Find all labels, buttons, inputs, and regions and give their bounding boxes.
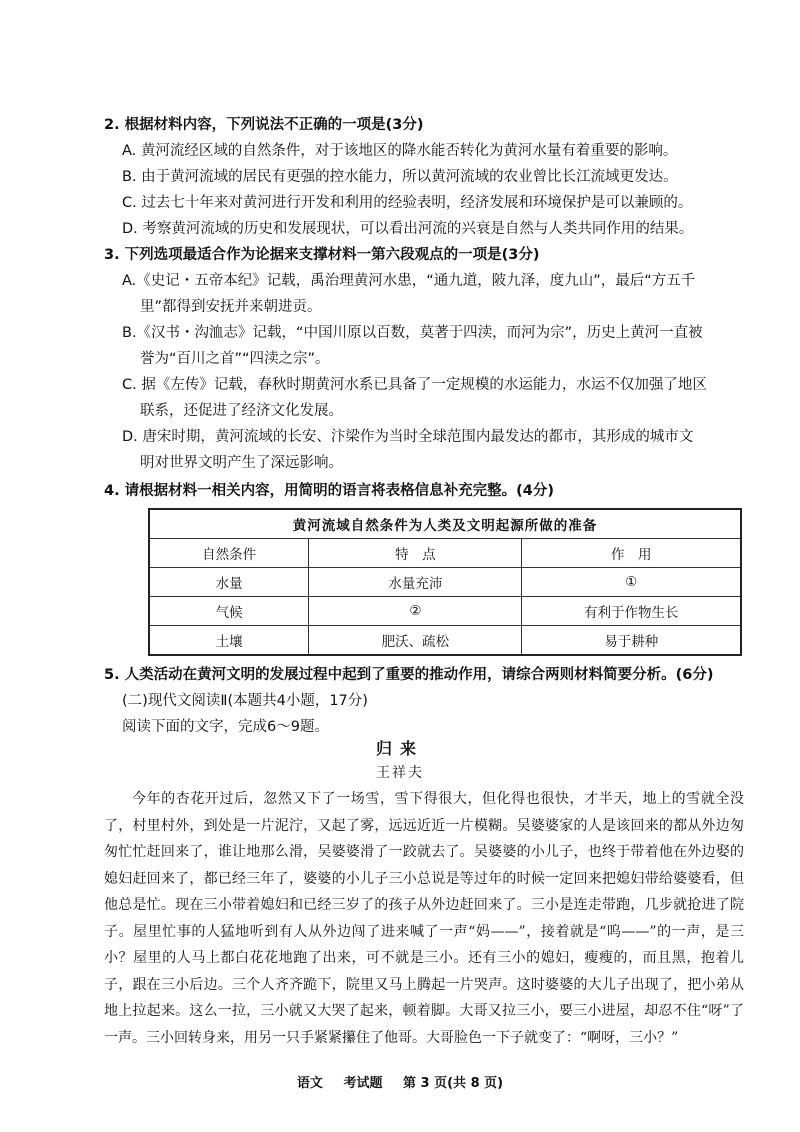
question-3-option-d-line2: 明对世界文明产生了深远影响。 xyxy=(140,455,343,471)
question-3-option-b-line1: B.《汉书・沟洫志》记载，“中国川原以百数，莫著于四渎，而河为宗”，历史上黄河一直被 xyxy=(122,325,703,341)
question-3-option-c-line2: 联系，还促进了经济文化发展。 xyxy=(140,403,343,419)
question-2-option-b: B. 由于黄河流域的居民有更强的控水能力，所以黄河流域的农业曾比长江流域更发达。 xyxy=(122,169,678,185)
story-author: 王祥夫 xyxy=(376,765,424,781)
table-header: 特 点 xyxy=(309,539,522,568)
question-3-option-a-line2: 里”都得到安抚并来朝进贡。 xyxy=(140,299,322,315)
table-cell: 水量充沛 xyxy=(309,568,522,597)
question-4-stem: 4. 请根据材料一相关内容，用简明的语言将表格信息补充完整。(4分) xyxy=(104,483,554,499)
table-cell: 气候 xyxy=(149,597,309,626)
question-5-stem: 5. 人类活动在黄河文明的发展过程中起到了重要的推动作用，请综合两则材料简要分析。(6分) xyxy=(104,667,714,683)
footer-type: 考试题 xyxy=(343,1076,383,1091)
table-cell: 有利于作物生长 xyxy=(522,597,741,626)
section-title: (二)现代文阅读Ⅱ(本题共4小题，17分) xyxy=(122,693,368,709)
question-3-option-c-line1: C. 据《左传》记载，春秋时期黄河水系已具备了一定规模的水运能力，水运不仅加强了地区 xyxy=(122,377,707,393)
question-2-option-d: D. 考察黄河流域的历史和发展现状，可以看出河流的兴衰是自然与人类共同作用的结果。 xyxy=(122,221,694,237)
table-row xyxy=(149,568,741,597)
table-cell-blank: ② xyxy=(309,597,522,626)
table-cell: 水量 xyxy=(149,568,309,597)
table-caption: 黄河流域自然条件为人类及文明起源所做的准备 xyxy=(149,509,741,539)
page-footer xyxy=(0,1072,800,1091)
table-row xyxy=(149,626,741,656)
question-3-option-d-line1: D. 唐宋时期，黄河流域的长安、汴梁作为当时全球范围内最发达的都市，其形成的城市文 xyxy=(122,429,694,445)
table-header: 作 用 xyxy=(522,539,741,568)
table-header-row xyxy=(149,539,741,568)
natural-conditions-table xyxy=(148,508,742,656)
footer-page-number: 第 3 页(共 8 页) xyxy=(403,1076,504,1091)
section-instruction: 阅读下面的文字，完成6～9题。 xyxy=(122,719,329,735)
question-3-stem: 3. 下列选项最适合作为论据来支撑材料一第六段观点的一项是(3分) xyxy=(104,247,540,263)
question-3-option-b-line2: 誉为“百川之首”“四渎之宗”。 xyxy=(140,351,330,367)
table-cell: 肥沃、疏松 xyxy=(309,626,522,656)
table-header: 自然条件 xyxy=(149,539,309,568)
table-row xyxy=(149,597,741,626)
question-2-option-c: C. 过去七十年来对黄河进行开发和利用的经验表明，经济发展和环境保护是可以兼顾的。 xyxy=(122,195,693,211)
question-2-option-a: A. 黄河流经区域的自然条件，对于该地区的降水能否转化为黄河水量有着重要的影响。 xyxy=(122,143,678,159)
story-title: 归来 xyxy=(375,739,424,758)
table-cell: 易于耕种 xyxy=(522,626,741,656)
question-3-option-a-line1: A.《史记・五帝本纪》记载，禹治理黄河水患，“通九道，陂九泽，度九山”，最后“方五千 xyxy=(122,273,696,289)
table-cell: 土壤 xyxy=(149,626,309,656)
footer-subject: 语文 xyxy=(296,1076,323,1091)
table-cell-blank: ① xyxy=(522,568,741,597)
question-2-stem: 2. 根据材料内容，下列说法不正确的一项是(3分) xyxy=(104,117,424,133)
story-paragraph: 今年的杏花开过后，忽然又下了一场雪，雪下得很大，但化得也很快，才半天，地上的雪就全没了，村里村外，到处是一片泥泞，又起了雾，远远近近一片模糊。吴婆婆家的人是该回来的都从外边匆匆忙忙赶回来了，谁让地那么滑，吴婆婆滑了一跤就去了。吴婆婆的小儿子，也终于带着他在外边娶的媳妇赶回来了，都已经三年了，婆婆的小儿子三小总说是等过年的时候一定回来把媳妇带给婆婆看，但他总是忙。现在三小带着媳妇和已经三岁了的孩子从外边赶回来了。三小是连走带跑，几步就抢进了院子。屋里忙事的人猛地听到有人从外边闯了进来喊了一声“妈——”，接着就是“呜——”的一声，是三小？屋里的人马上都白花花地跑了出来，可不就是三小。还有三小的媳妇，瘦瘦的，而且黑，抱着儿子，跟在三小后边。三个人齐齐跪下，院里又马上腾起一片哭声。这时婆婆的大儿子出现了，把小弟从地上拉起来。这么一拉，三小就又大哭了起来，顿着脚。大哥又拉三小，要三小进屋，却忍不住“呀”了一声。三小回转身来，用另一只手紧紧攥住了他哥。大哥脸色一下子就变了：“啊呀，三小？” xyxy=(104,791,744,1046)
